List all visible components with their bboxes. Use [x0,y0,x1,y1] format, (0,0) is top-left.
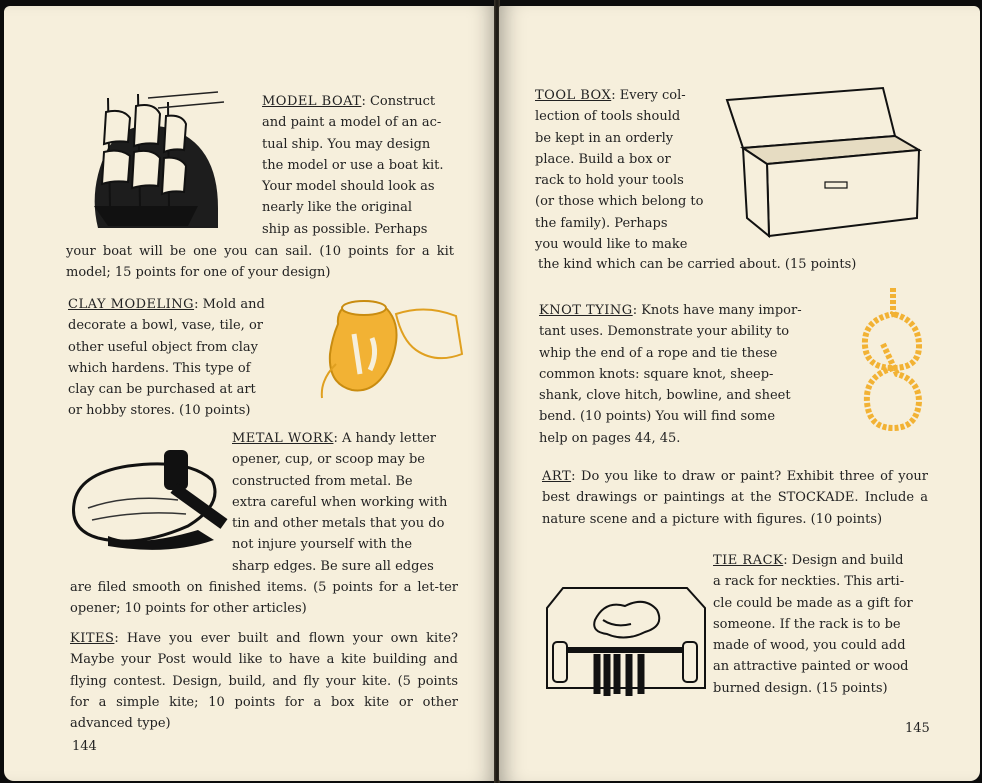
art-section [542,466,928,530]
model-boat-line: the model or use a boat kit. [262,157,444,173]
knot-tying-section [539,300,831,449]
metal-work-line: not injure yourself with the [232,537,413,553]
page-number-left: 144 [72,739,97,754]
tool-box-line: place. Build a box or [535,151,671,167]
ship-illustration [68,88,228,238]
tool-box-line: the family). Perhaps [535,215,668,231]
kites-heading: KITES [70,631,115,646]
tool-box-line: lection of tools should [535,109,681,125]
clay-modeling-heading: CLAY MODELING [68,297,195,312]
clay-modeling-line: decorate a bowl, vase, tile, or [68,318,263,334]
tool-box-line: be kept in an orderly [535,130,674,146]
knot-tying-line: shank, clove hitch, bowline, and sheet [539,388,791,404]
knot-tying-line: : Knots have many impor- [632,303,802,318]
art-text: : Do you like to draw or paint? Exhibit three of your best drawings or paintings at the STOCKADE. Include a nature scene and a picture with figures. (10 points) [542,469,928,527]
tie-rack-line: : Design and build [783,553,904,568]
metal-work-illustration [68,444,228,554]
clay-vase-illustration [316,294,466,402]
clay-modeling-section [68,294,282,422]
metal-work-line: extra careful when working with [232,494,448,510]
knot-tying-heading: KNOT TYING [539,303,633,318]
model-boat-line: ship as possible. Perhaps [262,221,428,237]
metal-work-line: sharp edges. Be sure all edges [232,558,434,574]
tool-box-tail: the kind which can be carried about. (15 points) [538,257,857,272]
tool-box-line: : Every col- [611,88,686,103]
tie-rack-line: burned design. (15 points) [713,680,888,696]
tool-box-line: you would like to make [535,237,688,253]
knot-illustration [853,284,933,434]
right-page [499,6,980,781]
clay-modeling-line: or hobby stores. (10 points) [68,403,251,419]
metal-work-section [232,428,458,577]
model-boat-heading: MODEL BOAT [262,94,362,109]
tool-box-section [535,85,709,255]
tie-rack-line: someone. If the rack is to be [713,616,901,632]
kites-section [70,628,458,734]
model-boat-section [262,91,454,240]
tool-box-heading: TOOL BOX [535,88,612,103]
metal-work-line: : A handy letter [333,431,436,446]
metal-work-line: opener, cup, or scoop may be [232,452,426,468]
knot-tying-line: tant uses. Demonstrate your ability to [539,324,790,340]
knot-tying-line: bend. (10 points) You will find some [539,409,776,425]
left-page [4,6,496,781]
tie-rack-line: a rack for neckties. This arti- [713,574,905,590]
model-boat-line: nearly like the original [262,200,413,216]
tie-rack-illustration [545,576,707,700]
tie-rack-line: cle could be made as a gift for [713,595,913,611]
clay-modeling-line: clay can be purchased at art [68,382,256,398]
metal-work-line: constructed from metal. Be [232,473,413,489]
page-number-right: 145 [905,721,930,736]
art-heading: ART [542,469,572,484]
metal-work-heading: METAL WORK [232,431,334,446]
model-boat-line: tual ship. You may design [262,136,431,152]
metal-work-tail: are filed smooth on finished items. (5 points for a let-ter opener; 10 points for other articles) [70,580,458,617]
model-boat-tail: your boat will be one you can sail. (10 points for a kit model; 15 points for one of your design) [66,244,454,281]
knot-tying-line: whip the end of a rope and tie these [539,345,778,361]
model-boat-line: Your model should look as [262,179,435,195]
model-boat-line: and paint a model of an ac- [262,115,442,131]
tie-rack-heading: TIE RACK [713,553,784,568]
kites-text: : Have you ever built and flown your own kite? Maybe your Post would like to have a kite building and flying contest. Design, build, and fly your kite. (5 points for a simple kite; 10 points for a box kite or other advanced type) [70,631,458,732]
tool-box-line: (or those which belong to [535,194,704,210]
tie-rack-line: made of wood, you could add [713,638,906,654]
metal-work-line: tin and other metals that you do [232,516,445,532]
clay-modeling-line: which hardens. This type of [68,360,251,376]
clay-modeling-line: other useful object from clay [68,339,259,355]
tie-rack-section [713,550,927,699]
tool-box-line: rack to hold your tools [535,173,684,189]
tool-box-illustration [723,86,923,241]
knot-tying-line: help on pages 44, 45. [539,430,681,446]
knot-tying-line: common knots: square knot, sheep- [539,366,774,382]
tie-rack-line: an attractive painted or wood [713,659,909,675]
model-boat-line: : Construct [361,94,436,109]
clay-modeling-line: : Mold and [194,297,265,312]
